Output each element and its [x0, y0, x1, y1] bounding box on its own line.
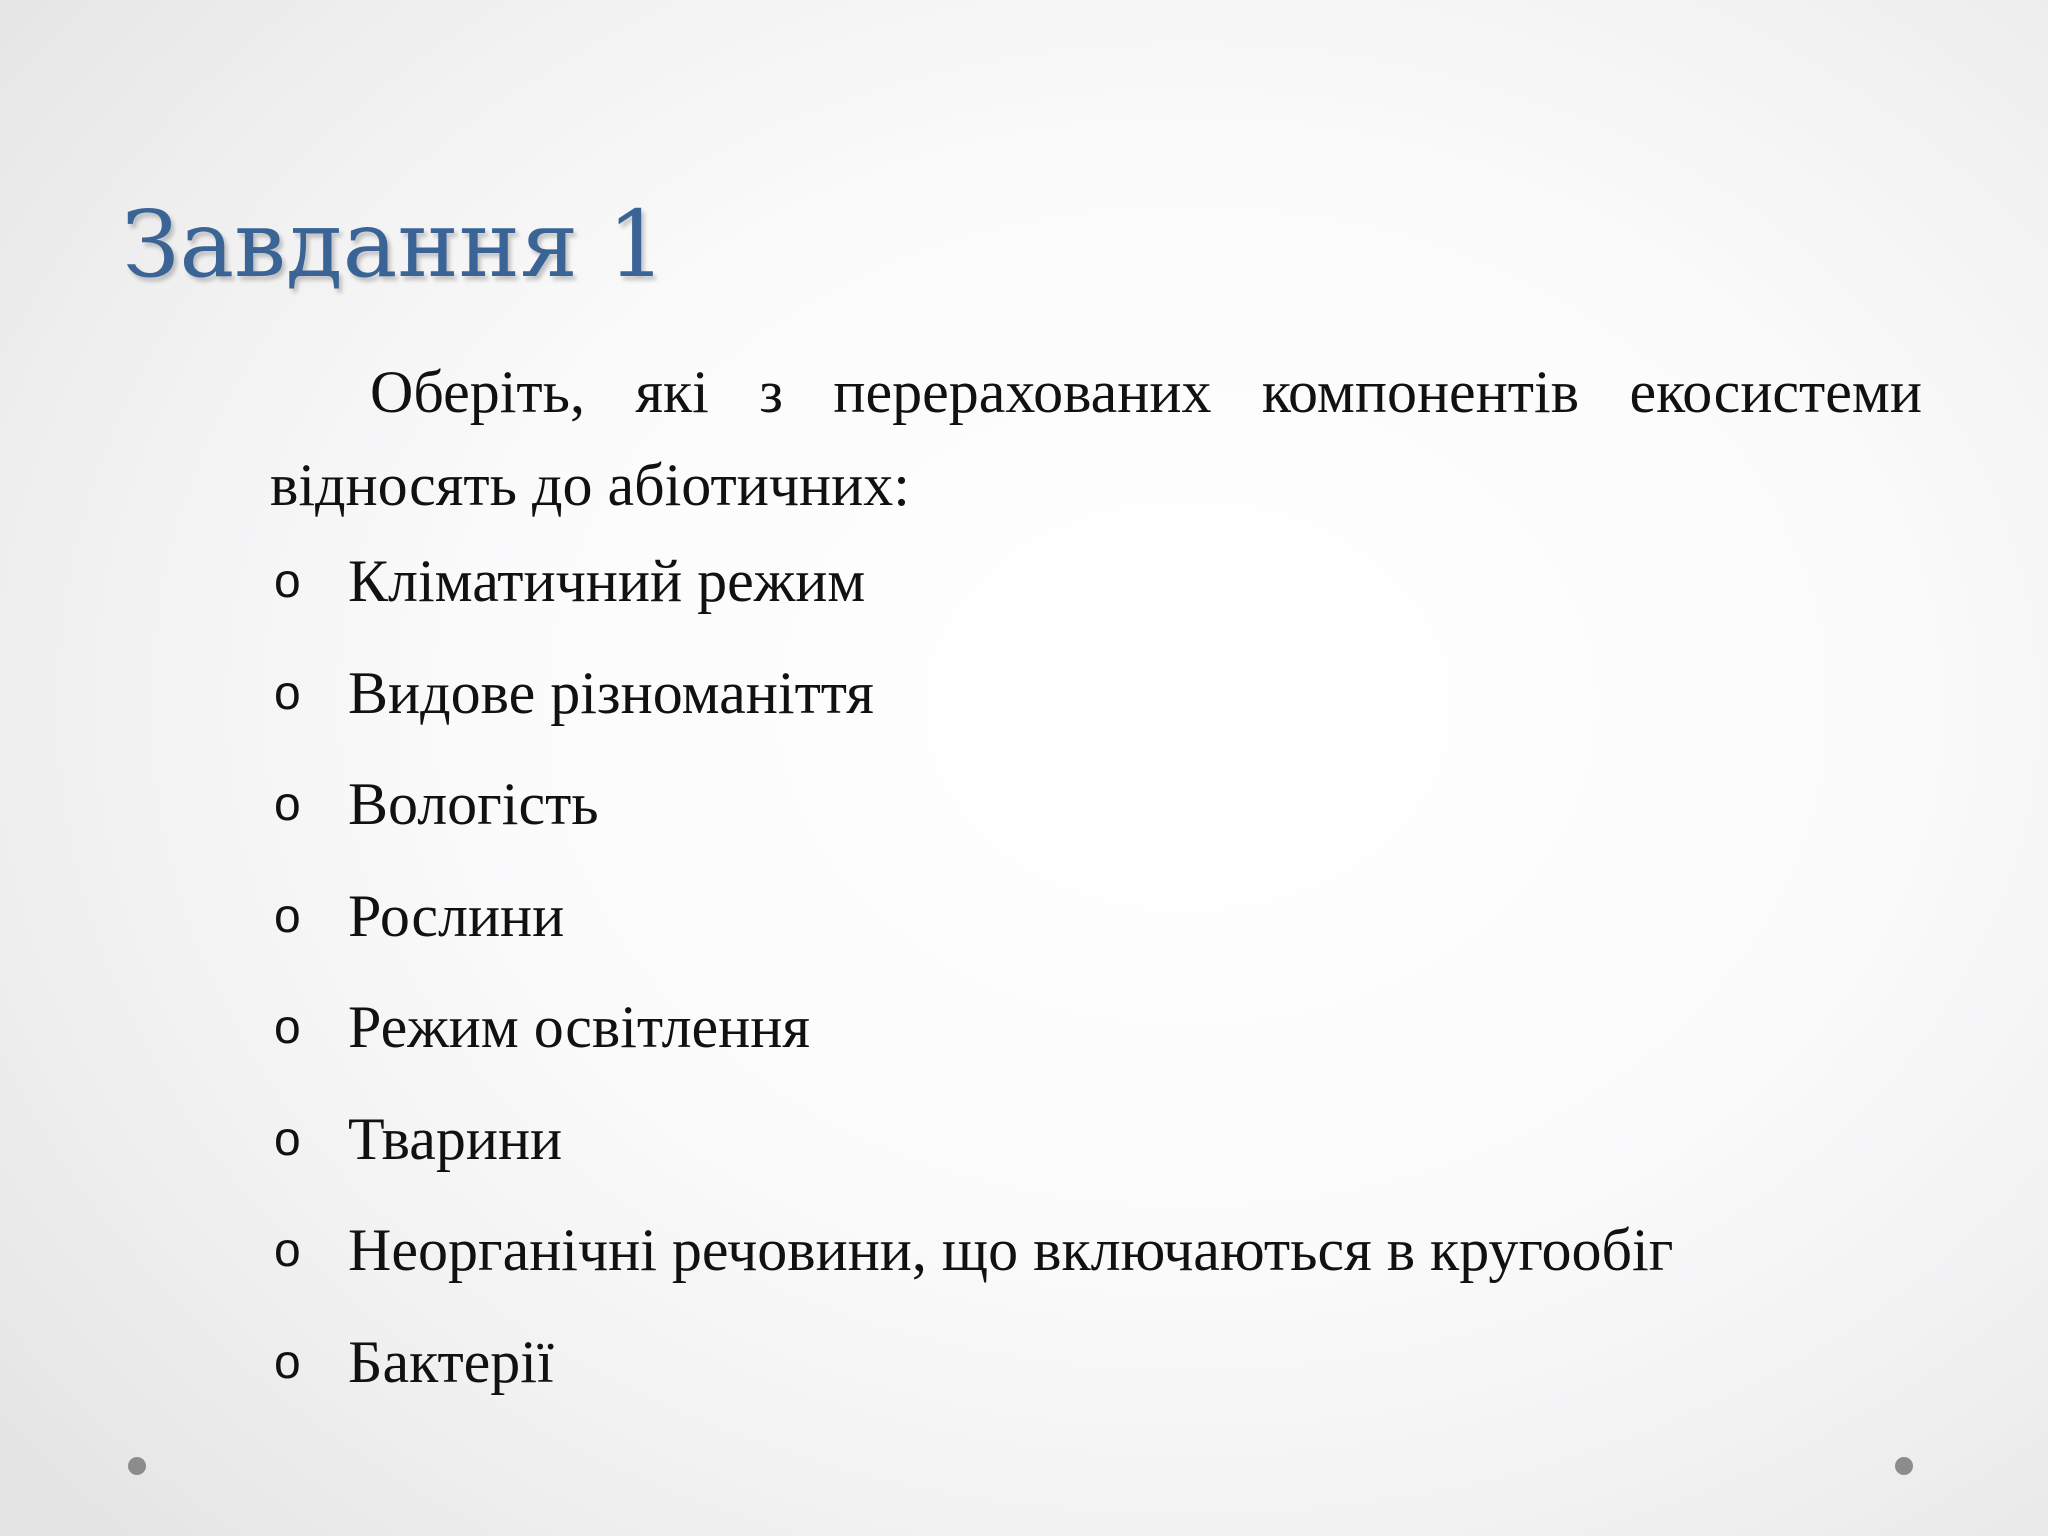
list-item-label: Режим освітлення: [348, 994, 810, 1060]
list-item: [270, 526, 1922, 638]
list-item-label: Тварини: [348, 1105, 563, 1172]
bullet-icon: o: [274, 778, 301, 831]
list-item: [270, 1307, 1922, 1419]
list-item-label: Вологість: [348, 771, 599, 837]
slide-title: Завдання 1: [122, 191, 666, 298]
right-corner-dot-icon: [1895, 1457, 1913, 1475]
left-corner-dot-icon: [128, 1457, 146, 1475]
task-prompt: Оберіть, які з перерахованих компонентів екосистеми відносять до абіотичних:: [270, 359, 1922, 518]
options-list: [270, 526, 1922, 1418]
slide-content: [270, 346, 1922, 1424]
list-item-label: Кліматичний режим: [348, 548, 866, 614]
bullet-icon: o: [274, 1335, 301, 1389]
bullet-icon: o: [274, 666, 301, 720]
list-item: [270, 972, 1922, 1084]
bullet-icon: o: [274, 1001, 301, 1054]
bullet-icon: o: [274, 1112, 301, 1166]
list-item: [270, 1195, 1922, 1307]
list-item-label: Бактерії: [348, 1328, 554, 1395]
bullet-icon: o: [274, 889, 301, 943]
list-item: [270, 1084, 1922, 1196]
list-item: [270, 861, 1922, 973]
list-item: [270, 749, 1922, 861]
list-item-label: Неорганічні речовини, що включаються в кругообіг: [348, 1217, 1674, 1283]
list-item-label: Рослини: [348, 882, 565, 949]
bullet-icon: o: [274, 555, 301, 608]
list-item: [270, 638, 1922, 750]
list-item-label: Видове різноманіття: [348, 659, 874, 726]
bullet-icon: o: [274, 1224, 301, 1277]
